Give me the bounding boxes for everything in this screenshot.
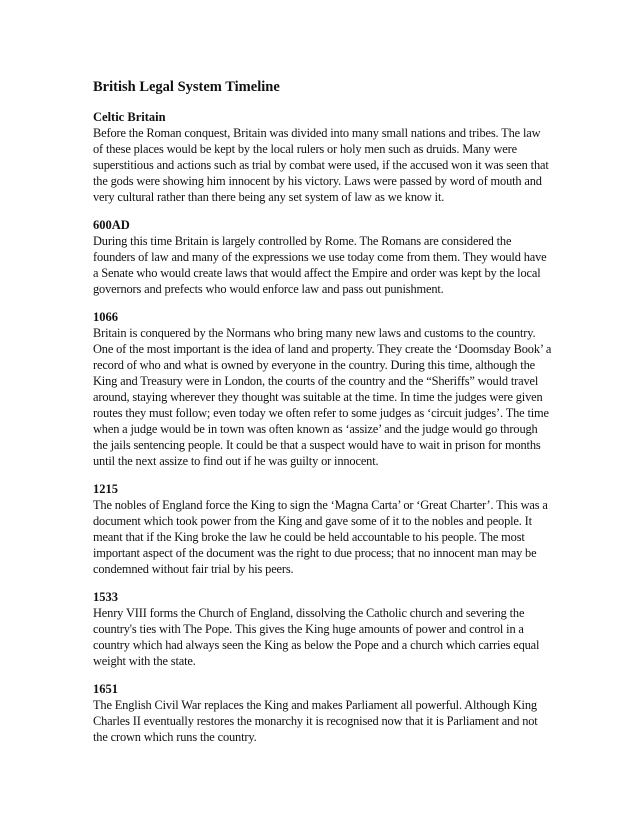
section-body: The English Civil War replaces the King and makes Parliament all powerful. Although King Charles II eventually restores the monarchy it is recognised now that it is Parliament and not the crown which runs the country. (93, 698, 538, 744)
section-heading: 1066 (93, 310, 118, 324)
section-body: The nobles of England force the King to sign the ‘Magna Carta’ or ‘Great Charter’. This was a document which took power from the King and gave some of it to the nobles and people. It meant that if the King broke the law he could be held accountable to his people. The most important aspect of the document was the right to due process; that no innocent man may be condemned without fair trial by his peers. (93, 498, 548, 576)
section-heading: 1215 (93, 482, 118, 496)
section-body: Henry VIII forms the Church of England, dissolving the Catholic church and severing the country's ties with The Pope. This gives the King huge amounts of power and control in a country which had always seen the King as below the Pope and a church which carries equal weight with the state. (93, 606, 540, 668)
section-600ad (93, 217, 553, 297)
section-1215 (93, 481, 553, 577)
section-1066 (93, 309, 553, 469)
section-body: Before the Roman conquest, Britain was divided into many small nations and tribes. The law of these places would be kept by the local rulers or holy men such as druids. Many were superstitious and actions such as trial by combat were used, if the accused won it was seen that the gods were showing him innocent by his victory. Laws were passed by word of mouth and very cultural rather than there being any set system of law as we know it. (93, 126, 549, 204)
section-heading: 1651 (93, 682, 118, 696)
document-page (93, 78, 553, 757)
document-title: British Legal System Timeline (93, 79, 280, 95)
section-celtic-britain (93, 109, 553, 205)
section-1533 (93, 589, 553, 669)
section-body: Britain is conquered by the Normans who bring many new laws and customs to the country. One of the most important is the idea of land and property. They create the ‘Doomsday Book’ a record of who and what is owned by everyone in the country. During this time, although the King and Treasury were in London, the courts of the country and the “Sheriffs” would travel around, staying wherever they thought was suitable at the time. In time the judges were given routes they must follow; even today we often refer to some judges as ‘circuit judges’. The time when a judge would be in town was often known as ‘assize’ and the judge would go through the jails sentencing people. It could be that a suspect would have to wait in prison for months until the next assize to find out if he was guilty or innocent. (93, 326, 552, 468)
section-1651 (93, 681, 553, 745)
section-heading: Celtic Britain (93, 110, 166, 124)
section-body: During this time Britain is largely controlled by Rome. The Romans are considered the founders of law and many of the expressions we use today come from them. They would have a Senate who would create laws that would affect the Empire and order was kept by the local governors and prefects who would enforce law and pass out punishment. (93, 234, 547, 296)
section-heading: 600AD (93, 218, 130, 232)
section-heading: 1533 (93, 590, 118, 604)
